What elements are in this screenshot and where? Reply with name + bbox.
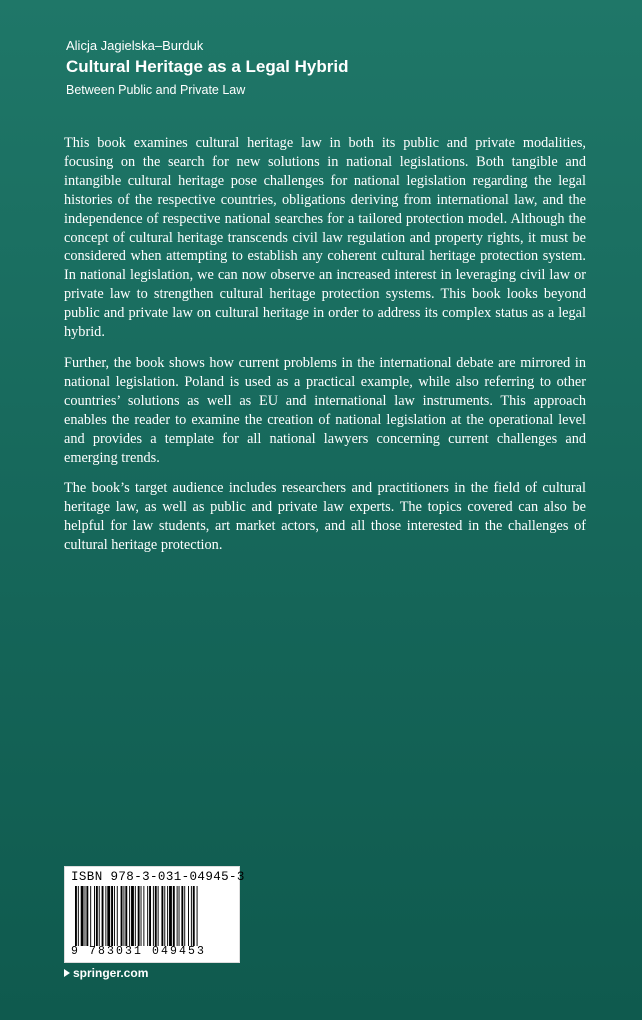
blurb-paragraph: Further, the book shows how current problems in the international debate are mirrored in national legislation. Poland is used as a practical example, while also referring to other countries’ solutions as well as EU and international law instruments. This approach enables the reader to examine the creation of national legislation at the operational level and provides a template for all national lawyers concerning current challenges and emerging trends. (64, 354, 586, 466)
barcode-bar (188, 886, 189, 946)
book-subtitle: Between Public and Private Law (66, 83, 246, 97)
barcode-bar (129, 886, 130, 946)
barcode-bar (121, 886, 123, 946)
arrow-icon (64, 969, 70, 977)
barcode-bar (155, 886, 157, 946)
barcode-bar (138, 886, 140, 946)
barcode-bar (197, 886, 198, 946)
barcode-digits: 9 783031 049453 (71, 945, 207, 958)
barcode-bar (179, 886, 180, 946)
barcode-bar (123, 886, 124, 946)
barcode-bar (131, 886, 134, 946)
barcode-bar (86, 886, 88, 946)
barcode-bar (177, 886, 178, 946)
barcode-bar (173, 886, 175, 946)
barcode-bar (99, 886, 100, 946)
book-title: Cultural Heritage as a Legal Hybrid (66, 57, 349, 76)
author-name: Alicja Jagielska–Burduk (66, 38, 204, 53)
barcode-bar (90, 886, 91, 946)
barcode-bar (153, 886, 154, 946)
blurb (64, 134, 586, 567)
barcode-bar (181, 886, 183, 946)
barcode-bar (102, 886, 104, 946)
barcode-box (64, 866, 245, 963)
barcode-bar (147, 886, 148, 946)
barcode-bar (184, 886, 185, 946)
isbn-label: ISBN 978-3-031-04945-3 (71, 870, 245, 884)
barcode-bar (141, 886, 142, 946)
barcode-bar (149, 886, 151, 946)
publisher-url: springer.com (73, 966, 149, 980)
barcode-bar (161, 886, 163, 946)
barcode-bar (81, 886, 84, 946)
barcode-bar (117, 886, 118, 946)
barcode-bar (78, 886, 79, 946)
barcode-bar (158, 886, 159, 946)
barcode-bar (169, 886, 172, 946)
barcode-bar (96, 886, 98, 946)
barcode-bar (111, 886, 113, 946)
blurb-paragraph: The book’s target audience includes researchers and practitioners in the field of cultural heritage law, as well as public and private law experts. The topics covered can also be helpful for law students, art market actors, and all those interested in the challenges of cultural heritage protection. (64, 480, 586, 554)
barcode-bar (114, 886, 115, 946)
barcode-bar (191, 886, 192, 946)
barcode-bar (105, 886, 106, 946)
barcode-bar (94, 886, 95, 946)
barcode-bars (69, 886, 235, 946)
barcode-bar (107, 886, 110, 946)
barcode-bar (193, 886, 195, 946)
blurb-paragraph: This book examines cultural heritage law in both its public and private modalities, focusing on the search for new solutions in national legislations. Both tangible and intangible cultural heritage pose challenges for national legislation regarding the legal histories of the respective countries, obligations deriving from international law, and the independence of respective national searches for a tailored protection model. Although the concept of cultural heritage transcends civil law regulation and property rights, it must be considered when attempting to establish any coherent cultural heritage protection system. In national legislation, we can now observe an increased interest in leveraging civil law or private law to strengthen cultural heritage protection systems. This book looks beyond public and private law on cultural heritage in order to address its complex status as a legal hybrid. (64, 135, 586, 341)
publisher-link[interactable] (64, 966, 148, 980)
barcode-bar (167, 886, 168, 946)
barcode-bar (75, 886, 77, 946)
barcode-bar (143, 886, 144, 946)
header (66, 38, 606, 98)
barcode-bar (135, 886, 136, 946)
barcode-bar (125, 886, 127, 946)
barcode-bar (164, 886, 165, 946)
barcode-bar (85, 886, 86, 946)
